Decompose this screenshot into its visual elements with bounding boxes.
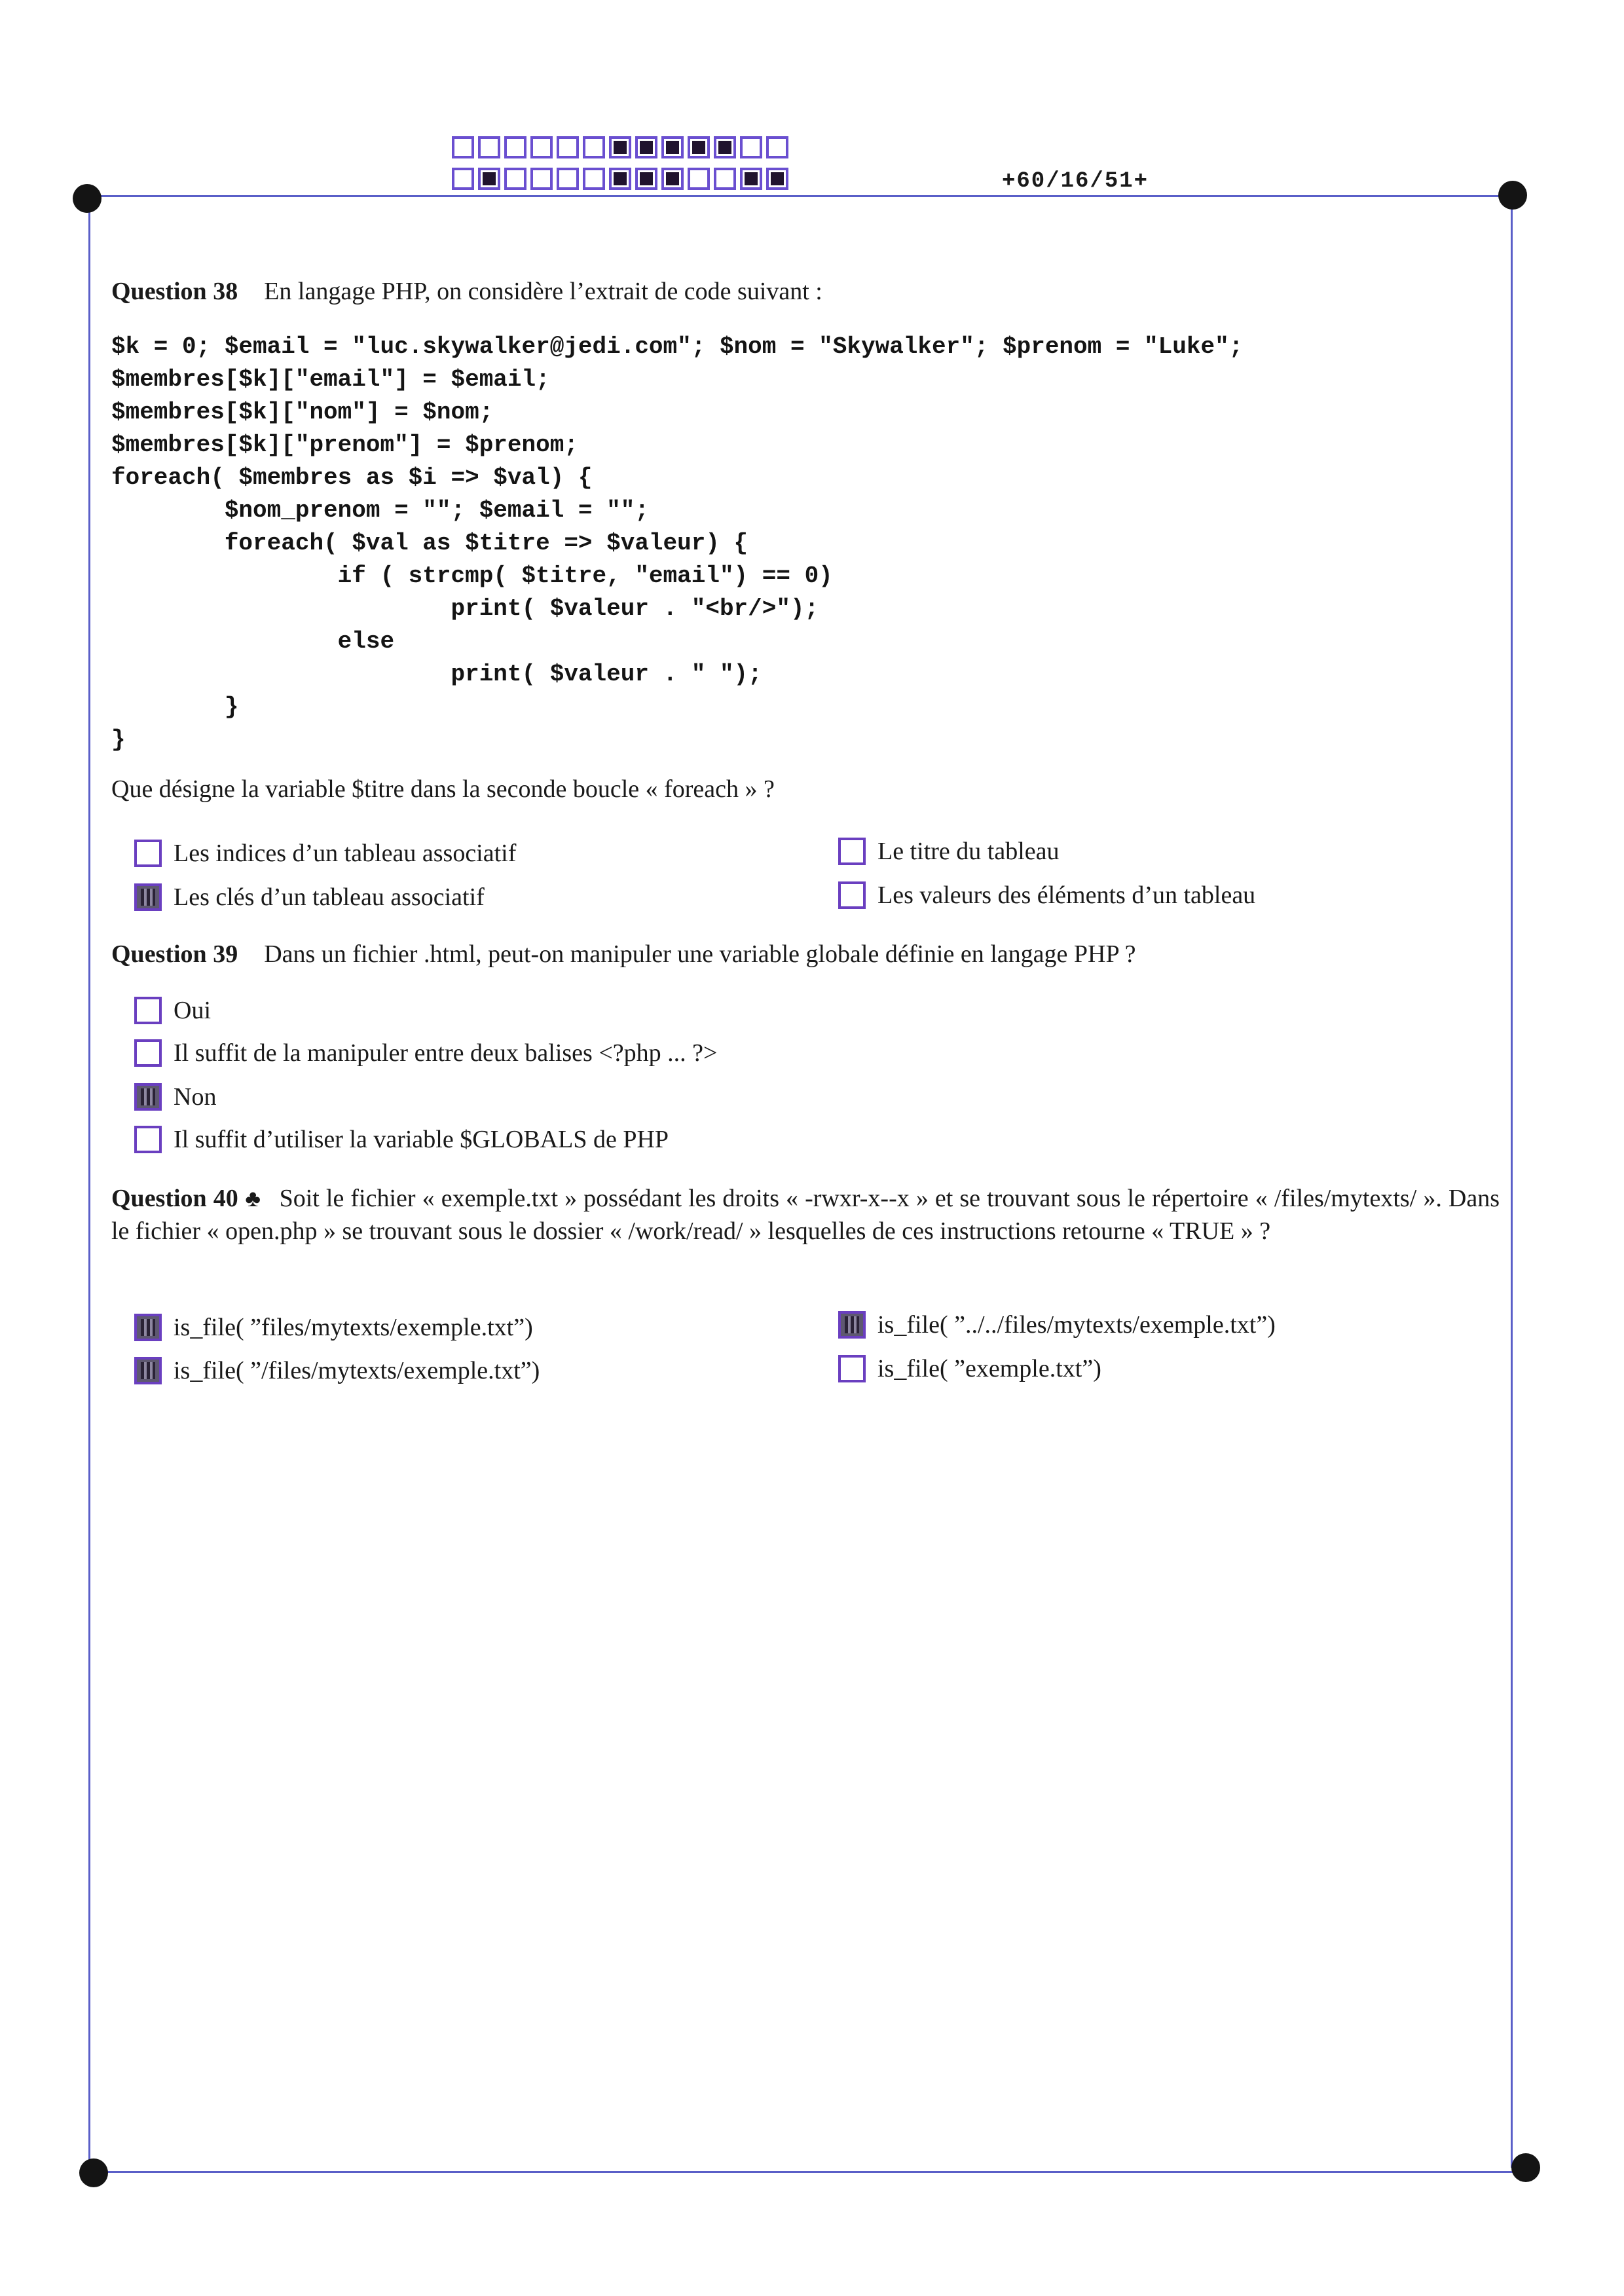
q39-option-1[interactable]	[134, 994, 211, 1027]
q38-option-3[interactable]	[134, 881, 485, 914]
checkbox[interactable]	[134, 1039, 162, 1067]
q40-option-1[interactable]	[134, 1311, 533, 1344]
code-cell	[530, 136, 553, 158]
q38-option-1[interactable]	[134, 837, 516, 870]
option-label: is_file( ”exemple.txt”)	[877, 1355, 1101, 1382]
checkbox[interactable]	[838, 1355, 866, 1382]
code-cell	[478, 168, 500, 190]
checkbox[interactable]	[134, 1357, 162, 1384]
question-38-text: En langage PHP, on considère l’extrait de code suivant :	[264, 278, 822, 305]
code-cell	[740, 136, 762, 158]
code-cell	[714, 136, 736, 158]
checkbox[interactable]	[838, 838, 866, 865]
checkbox[interactable]	[134, 1126, 162, 1153]
option-label: Il suffit d’utiliser la variable $GLOBALS de PHP	[174, 1126, 669, 1153]
corner-mark-top-left	[73, 184, 101, 213]
question-40-text: Soit le fichier « exemple.txt » possédant les droits « -rwxr-x--x » et se trouvant sous le répertoire « /files/mytexts/ ». Dans le fichier « open.php » se trouvant sous le dossier « /work/read/ » lesquelles de ces instructions retourne « TRUE » ?	[111, 1185, 1500, 1245]
code-cell	[766, 168, 788, 190]
code-cell	[504, 168, 526, 190]
frame-left-line	[88, 195, 90, 2173]
q40-option-2[interactable]	[838, 1308, 1276, 1341]
code-cell	[609, 136, 631, 158]
checkbox[interactable]	[838, 881, 866, 909]
code-cell	[688, 168, 710, 190]
code-cell	[583, 136, 605, 158]
corner-mark-top-right	[1498, 181, 1527, 210]
code-cell	[478, 136, 500, 158]
checkbox[interactable]	[134, 997, 162, 1024]
code-cell	[609, 168, 631, 190]
checkbox[interactable]	[134, 840, 162, 867]
checkbox[interactable]	[134, 883, 162, 911]
page-code: +60/16/51+	[1002, 169, 1149, 194]
php-code-block: $k = 0; $email = "luc.skywalker@jedi.com"; $nom = "Skywalker"; $prenom = "Luke"; $membres[$k]["email"] = $email; $membres[$k]["nom"] = $nom; $membres[$k]["prenom"] = $prenom; foreach( $membres as $i => $val) { $nom_prenom = ""; $email = ""; foreach( $val as $titre => $valeur) { if ( strcmp( $titre, "email") == 0) print( $valeur . "<br/>"); else print( $valeur . " "); } }	[111, 333, 1244, 753]
code-cell	[557, 136, 579, 158]
option-label: is_file( ”files/mytexts/exemple.txt”)	[174, 1314, 533, 1341]
code-cell	[661, 136, 684, 158]
code-cell	[530, 168, 553, 190]
frame-top-line	[88, 195, 1513, 197]
code-cell	[504, 136, 526, 158]
q39-option-4[interactable]	[134, 1123, 669, 1156]
id-code-grid-bottom	[452, 168, 788, 190]
option-label: is_file( ”/files/mytexts/exemple.txt”)	[174, 1357, 540, 1384]
id-code-grid-top	[452, 136, 788, 158]
checkbox[interactable]	[134, 1314, 162, 1341]
option-label: Les clés d’un tableau associatif	[174, 883, 485, 911]
option-label: Les valeurs des éléments d’un tableau	[877, 881, 1256, 909]
code-cell	[557, 168, 579, 190]
question-40-label: Question 40	[111, 1185, 238, 1212]
option-label: is_file( ”../../files/mytexts/exemple.txt”)	[877, 1311, 1276, 1339]
code-cell	[688, 136, 710, 158]
code-cell	[452, 136, 474, 158]
frame-right-line	[1511, 195, 1513, 2168]
code-cell	[766, 136, 788, 158]
q39-option-3[interactable]	[134, 1081, 216, 1113]
q38-option-4[interactable]	[838, 879, 1255, 912]
option-label: Il suffit de la manipuler entre deux balises <?php ... ?>	[174, 1039, 718, 1067]
q39-option-2[interactable]	[134, 1037, 717, 1069]
q40-option-4[interactable]	[838, 1352, 1101, 1385]
code-cell	[452, 168, 474, 190]
code-cell	[635, 136, 657, 158]
q40-option-3[interactable]	[134, 1354, 540, 1387]
option-label: Les indices d’un tableau associatif	[174, 840, 517, 867]
question-39-header	[111, 938, 1136, 971]
q38-option-2[interactable]	[838, 835, 1060, 868]
code-cell	[740, 168, 762, 190]
frame-bottom-line	[92, 2171, 1526, 2173]
club-icon: ♣	[244, 1185, 261, 1212]
checkbox[interactable]	[134, 1083, 162, 1111]
question-39-text: Dans un fichier .html, peut-on manipuler une variable globale définie en langage PHP ?	[264, 940, 1136, 968]
option-label: Oui	[174, 997, 211, 1024]
question-38-header	[111, 275, 822, 308]
question-40-block	[111, 1182, 1500, 1248]
corner-mark-bottom-left	[79, 2158, 108, 2187]
question-39-label: Question 39	[111, 940, 238, 968]
code-cell	[661, 168, 684, 190]
code-cell	[635, 168, 657, 190]
corner-mark-bottom-right	[1511, 2153, 1540, 2182]
option-label: Non	[174, 1083, 217, 1111]
code-cell	[714, 168, 736, 190]
question-38-label: Question 38	[111, 278, 238, 305]
checkbox[interactable]	[838, 1311, 866, 1339]
option-label: Le titre du tableau	[877, 838, 1060, 865]
code-cell	[583, 168, 605, 190]
question-38-prompt: Que désigne la variable $titre dans la seconde boucle « foreach » ?	[111, 775, 775, 803]
